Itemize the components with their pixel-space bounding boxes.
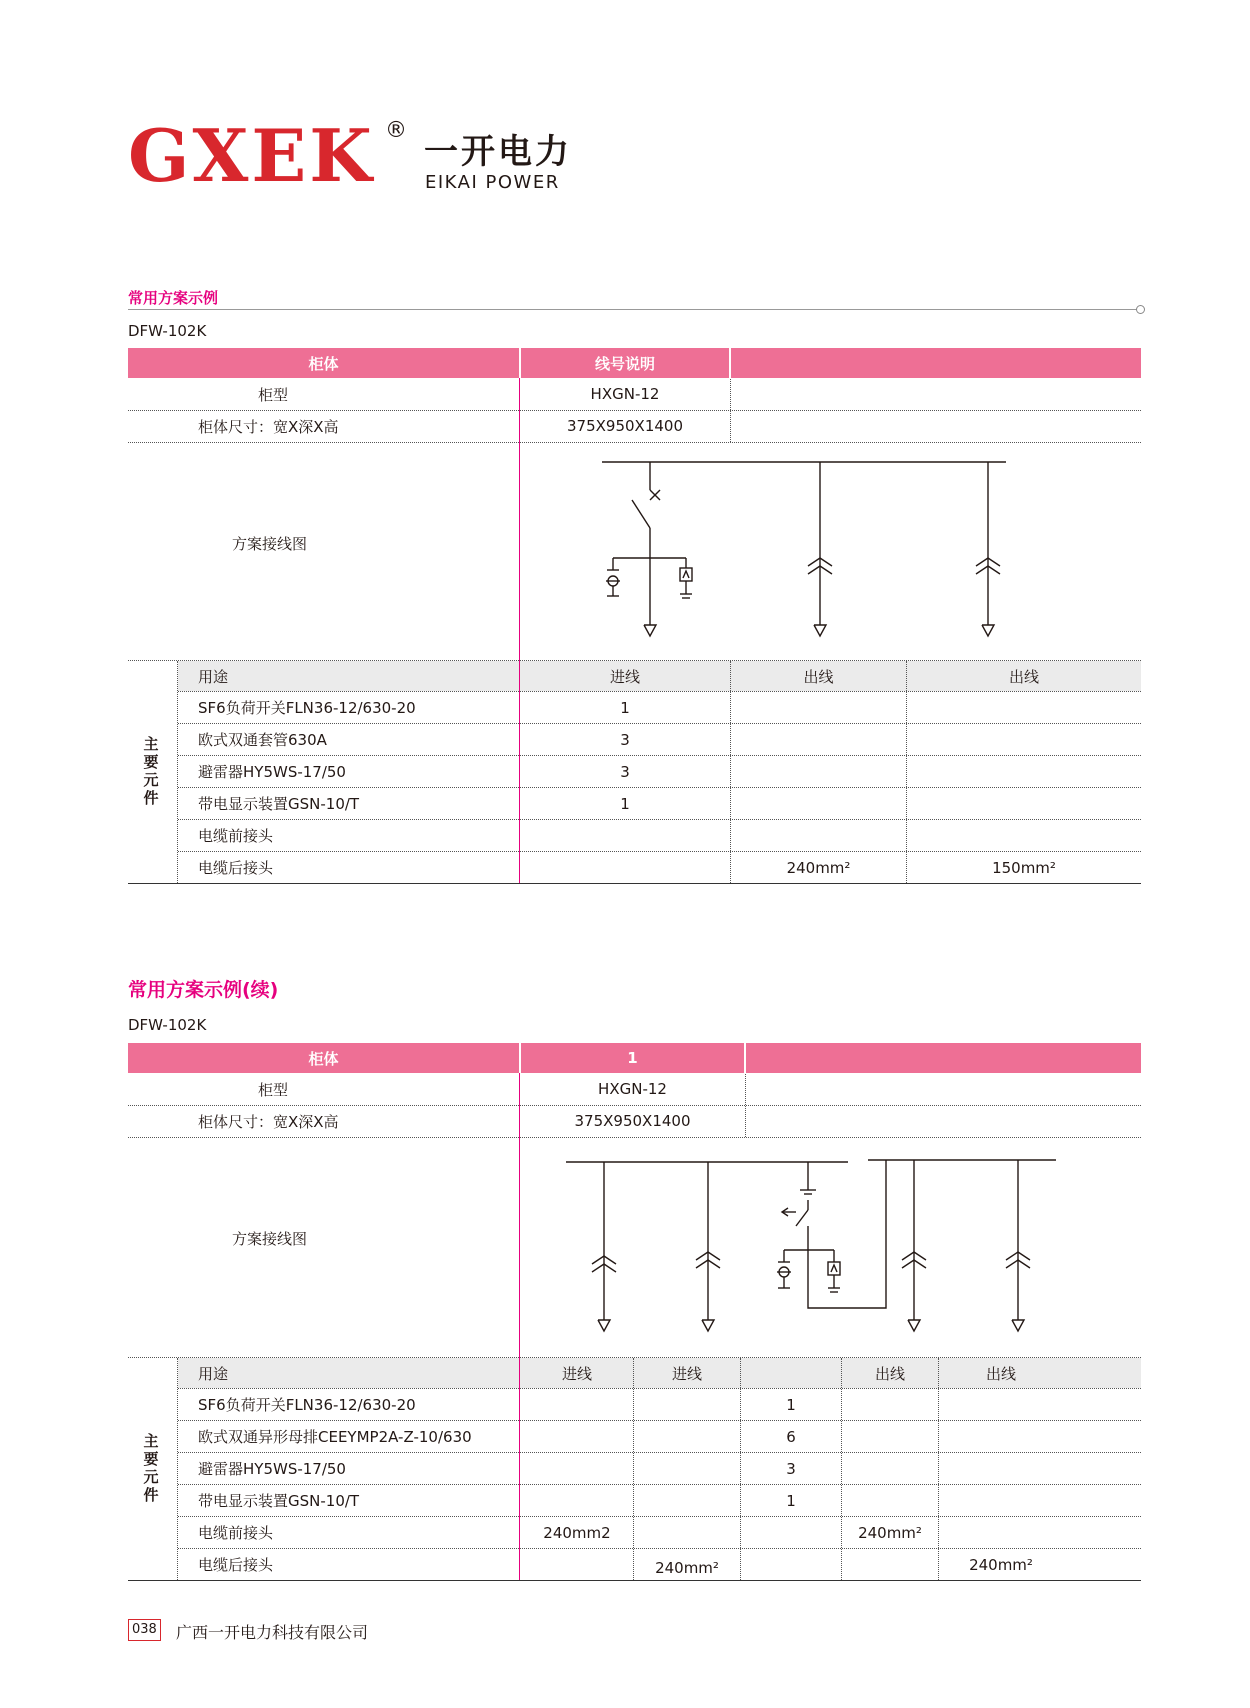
brand-logo-mark: GXEK: [128, 113, 375, 198]
col-outgoing-1: 出线: [874, 1364, 905, 1383]
cabinet-type-value: HXGN-12: [590, 385, 660, 403]
col-incoming-1: 进线: [561, 1364, 592, 1383]
cabinet-type-label: 柜型: [258, 1080, 289, 1099]
header-cabinet: 柜体: [128, 1043, 519, 1073]
col-usage: 用途: [198, 1364, 229, 1383]
col-incoming: 进线: [609, 667, 640, 686]
components-vertical-label: 主 要 元 件: [143, 735, 159, 807]
cabinet-size-label: 柜体尺寸：宽X深X高: [198, 1112, 339, 1131]
col-outgoing-2: 出线: [1008, 667, 1039, 686]
section1-title: 常用方案示例: [128, 289, 219, 307]
component-row: 欧式双通套管630A: [198, 731, 327, 749]
components-vertical-label: 主 要 元 件: [143, 1432, 159, 1504]
cabinet-type-label: 柜型: [258, 385, 289, 404]
header-cabinet: 柜体: [128, 348, 519, 378]
component-row: SF6负荷开关FLN36-12/630-20: [198, 699, 416, 717]
section2-model: DFW-102K: [128, 1016, 207, 1034]
cabinet-size-value: 375X950X1400: [574, 1112, 691, 1130]
brand-name-cn: 一开电力: [424, 132, 572, 172]
col-usage: 用途: [198, 667, 229, 686]
component-row: 带电显示装置GSN-10/T: [198, 795, 360, 813]
cabinet-size-label: 柜体尺寸：宽X深X高: [198, 417, 339, 436]
cabinet-size-value: 375X950X1400: [567, 417, 683, 435]
col-outgoing-2: 出线: [985, 1364, 1016, 1383]
component-row: 电缆前接头: [198, 827, 274, 845]
component-row: 欧式双通异形母排CEEYMP2A-Z-10/630: [198, 1428, 472, 1446]
cabinet-type-value: HXGN-12: [598, 1080, 667, 1098]
component-row: 避雷器HY5WS-17/50: [198, 1460, 346, 1478]
diagram-label: 方案接线图: [232, 1229, 308, 1248]
section2-title: 常用方案示例(续): [128, 979, 279, 1001]
component-row: 电缆后接头: [198, 1556, 274, 1574]
header-line-number: 线号说明: [521, 348, 729, 378]
component-row: 带电显示装置GSN-10/T: [198, 1492, 360, 1510]
component-row: 避雷器HY5WS-17/50: [198, 763, 346, 781]
col-incoming-2: 进线: [671, 1364, 702, 1383]
component-row: SF6负荷开关FLN36-12/630-20: [198, 1396, 416, 1414]
company-name: 广西一开电力科技有限公司: [176, 1623, 369, 1642]
brand-name-en: EIKAI POWER: [425, 172, 560, 193]
diagram-label: 方案接线图: [232, 534, 308, 553]
component-row: 电缆后接头: [198, 859, 274, 877]
section1-model: DFW-102K: [128, 322, 207, 340]
page-number: 038: [128, 1619, 161, 1641]
col-outgoing-1: 出线: [803, 667, 834, 686]
header-number: 1: [521, 1043, 744, 1073]
registered-mark: ®: [385, 118, 407, 143]
col-middle: [741, 1358, 841, 1388]
component-row: 电缆前接头: [198, 1524, 274, 1542]
